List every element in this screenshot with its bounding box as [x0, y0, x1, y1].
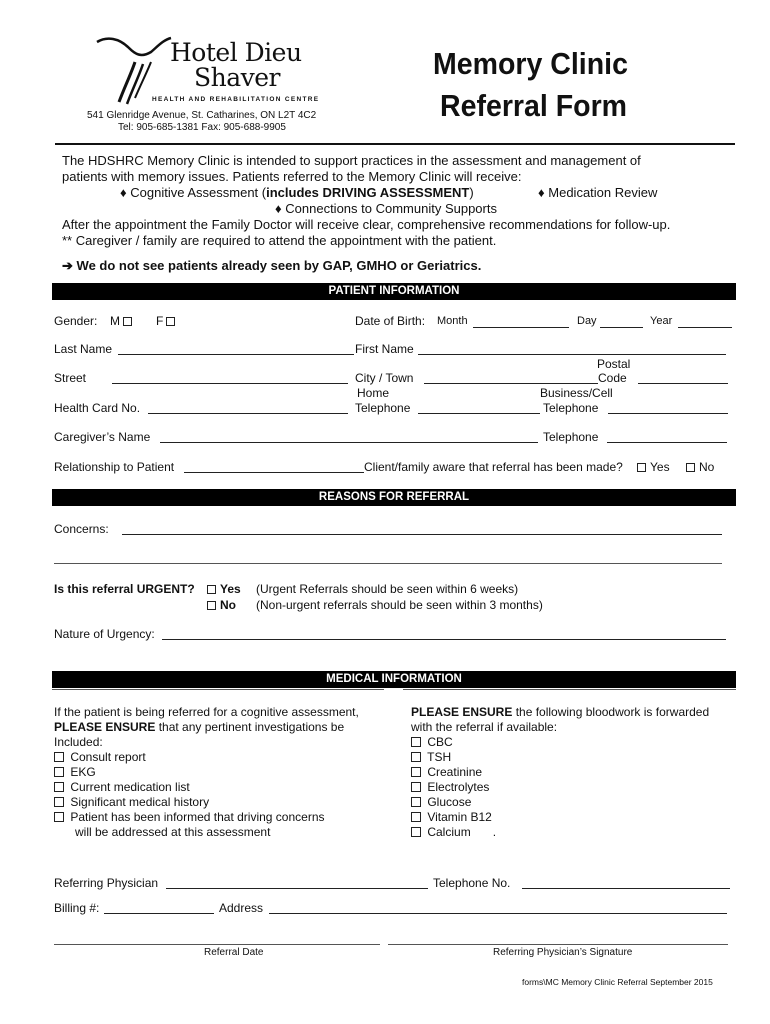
referral-date-field[interactable]	[54, 944, 380, 945]
urgent-yes-option[interactable]	[207, 582, 241, 596]
billing-field[interactable]	[104, 913, 214, 914]
home-phone-label-line2: Telephone	[355, 401, 411, 415]
medical-left-top-rule	[52, 689, 384, 690]
investigation-item[interactable]	[54, 750, 146, 765]
caregiver-phone-field[interactable]	[607, 442, 727, 443]
clinic-phone-fax: Tel: 905-685-1381 Fax: 905-688-9905	[118, 122, 286, 133]
bullet1-pre: Cognitive Assessment (	[130, 185, 267, 200]
bloodwork-label: Electrolytes	[427, 780, 490, 794]
bloodwork-label: Creatinine	[427, 765, 483, 779]
urgent-no-label: No	[220, 598, 236, 612]
bloodwork-item[interactable]	[411, 780, 489, 795]
header-divider	[55, 143, 735, 145]
medical-right-line2: with the referral if available:	[411, 720, 558, 734]
medical-right-top-rule	[403, 689, 736, 690]
physician-address-label: Address	[219, 901, 264, 915]
client-aware-no-option[interactable]	[686, 460, 714, 474]
concerns-field-line2[interactable]	[54, 563, 722, 564]
bullet2-text: Medication Review	[548, 185, 658, 200]
gender-label: Gender:	[54, 314, 98, 328]
logo-name-line2: Shaver	[194, 63, 281, 92]
investigation-checkbox[interactable]	[54, 752, 64, 762]
gender-female-checkbox[interactable]	[166, 317, 175, 326]
diamond-bullet-icon: ♦	[538, 185, 545, 200]
dob-label: Date of Birth:	[355, 314, 426, 328]
investigation-label: Current medication list	[70, 780, 190, 794]
reasons-for-referral-header: REASONS FOR REFERRAL	[52, 489, 736, 506]
client-aware-no-label: No	[699, 460, 715, 474]
nature-of-urgency-label: Nature of Urgency:	[54, 627, 155, 641]
billing-label: Billing #:	[54, 901, 100, 915]
patient-information-header: PATIENT INFORMATION	[52, 283, 736, 300]
service-cognitive-assessment	[120, 185, 474, 200]
gender-male-option[interactable]	[110, 314, 132, 328]
business-phone-label-line2: Telephone	[543, 401, 599, 415]
concerns-field-line1[interactable]	[122, 534, 722, 535]
bloodwork-item[interactable]	[411, 765, 482, 780]
form-identifier: forms\MC Memory Clinic Referral September 2015	[522, 977, 713, 987]
investigation-label: EKG	[70, 765, 96, 779]
dob-day-field[interactable]	[600, 327, 643, 328]
relationship-label: Relationship to Patient	[54, 460, 175, 474]
intro-line1: The HDSHRC Memory Clinic is intended to support practices in the assessment and management of	[62, 153, 641, 168]
investigation-item[interactable]	[54, 780, 190, 795]
dob-month-label: Month	[437, 315, 468, 327]
city-label: City / Town	[355, 371, 414, 385]
service-community-supports	[275, 201, 497, 216]
business-phone-field[interactable]	[608, 413, 728, 414]
investigation-item-continuation: will be addressed at this assessment	[75, 825, 271, 839]
first-name-field[interactable]	[418, 354, 726, 355]
bloodwork-checkbox[interactable]	[411, 752, 421, 762]
investigation-label: Significant medical history	[70, 795, 210, 809]
form-title-line2: Referral Form	[440, 88, 628, 123]
urgent-no-option[interactable]	[207, 598, 236, 612]
right-please-ensure: PLEASE ENSURE	[411, 705, 513, 719]
bloodwork-item[interactable]	[411, 810, 492, 825]
street-label: Street	[54, 371, 87, 385]
client-aware-label: Client/family aware that referral has been made?	[364, 460, 623, 474]
calcium-trailing-dot: .	[492, 825, 497, 839]
physician-address-field[interactable]	[269, 913, 727, 914]
dob-year-field[interactable]	[678, 327, 732, 328]
gender-male-checkbox[interactable]	[123, 317, 132, 326]
diamond-bullet-icon: ♦	[275, 201, 282, 216]
physician-signature-field[interactable]	[388, 944, 728, 945]
investigation-label: Consult report	[70, 750, 146, 764]
bloodwork-checkbox[interactable]	[411, 767, 421, 777]
home-phone-label-line1: Home	[357, 386, 390, 400]
left-line2-rest: that any pertinent investigations be	[155, 720, 345, 734]
bloodwork-label: CBC	[427, 735, 453, 749]
referring-physician-field[interactable]	[166, 888, 428, 889]
investigation-label: Patient has been informed that driving concerns	[70, 810, 325, 824]
clinic-address: 541 Glenridge Avenue, St. Catharines, ON L2T 4C2	[87, 110, 317, 121]
client-aware-yes-option[interactable]	[637, 460, 670, 474]
postal-code-field[interactable]	[638, 383, 728, 384]
urgent-no-checkbox[interactable]	[207, 601, 216, 610]
physician-phone-field[interactable]	[522, 888, 730, 889]
medical-information-header: MEDICAL INFORMATION	[52, 671, 736, 688]
gender-male-label: M	[110, 314, 120, 328]
dob-month-field[interactable]	[473, 327, 569, 328]
urgent-question: Is this referral URGENT?	[54, 582, 195, 596]
exclusion-notice-text: We do not see patients already seen by GAP, GMHO or Geriatrics.	[76, 258, 482, 273]
street-field[interactable]	[112, 383, 348, 384]
medical-left-line2	[54, 720, 344, 734]
last-name-field[interactable]	[118, 354, 354, 355]
city-field[interactable]	[424, 383, 598, 384]
postal-label-line2: Code	[598, 371, 627, 385]
bloodwork-checkbox[interactable]	[411, 827, 421, 837]
caregiver-name-field[interactable]	[160, 442, 538, 443]
home-phone-field[interactable]	[418, 413, 540, 414]
bloodwork-item[interactable]	[411, 825, 496, 840]
intro-line2: patients with memory issues. Patients referred to the Memory Clinic will receive:	[62, 169, 522, 184]
investigation-checkbox[interactable]	[54, 767, 64, 777]
caregiver-name-label: Caregiver’s Name	[54, 430, 151, 444]
investigation-item[interactable]	[54, 795, 209, 810]
form-title-line1: Memory Clinic	[433, 46, 628, 81]
exclusion-notice	[62, 258, 481, 274]
first-name-label: First Name	[355, 342, 414, 356]
bloodwork-item[interactable]	[411, 795, 471, 810]
physician-phone-label: Telephone No.	[433, 876, 511, 890]
arrow-right-icon: ➔	[62, 258, 73, 273]
business-phone-label-line1: Business/Cell	[540, 386, 613, 400]
health-card-field[interactable]	[148, 413, 348, 414]
urgent-yes-label: Yes	[220, 582, 241, 596]
client-aware-yes-label: Yes	[650, 460, 670, 474]
service-medication-review	[538, 185, 657, 200]
logo-tagline: HEALTH AND REHABILITATION CENTRE	[152, 96, 320, 103]
intro-line3: After the appointment the Family Doctor will receive clear, comprehensive recommendations for follow-up.	[62, 217, 671, 232]
bloodwork-label: Vitamin B12	[427, 810, 492, 824]
gender-female-option[interactable]	[156, 314, 175, 328]
bloodwork-label: Glucose	[427, 795, 472, 809]
medical-left-line3: Included:	[54, 735, 103, 749]
bloodwork-checkbox[interactable]	[411, 737, 421, 747]
dob-day-label: Day	[577, 315, 597, 327]
medical-right-line1	[411, 705, 709, 719]
nature-of-urgency-field[interactable]	[162, 639, 726, 640]
referral-date-caption: Referral Date	[204, 947, 264, 958]
bloodwork-item[interactable]	[411, 750, 451, 765]
bloodwork-item[interactable]	[411, 735, 453, 750]
urgent-yes-checkbox[interactable]	[207, 585, 216, 594]
diamond-bullet-icon: ♦	[120, 185, 127, 200]
medical-left-line1: If the patient is being referred for a cognitive assessment,	[54, 705, 359, 719]
investigation-item[interactable]	[54, 765, 96, 780]
logo-name-line1: Hotel Dieu	[170, 38, 302, 67]
gender-female-label: F	[156, 314, 164, 328]
investigation-checkbox[interactable]	[54, 782, 64, 792]
concerns-label: Concerns:	[54, 522, 109, 536]
investigation-checkbox[interactable]	[54, 797, 64, 807]
last-name-label: Last Name	[54, 342, 113, 356]
left-please-ensure: PLEASE ENSURE	[54, 720, 156, 734]
postal-label-line1: Postal	[597, 357, 631, 371]
bloodwork-checkbox[interactable]	[411, 797, 421, 807]
dob-year-label: Year	[650, 315, 673, 327]
bloodwork-checkbox[interactable]	[411, 812, 421, 822]
health-card-label: Health Card No.	[54, 401, 141, 415]
bullet3-text: Connections to Community Supports	[285, 201, 497, 216]
intro-line4: ** Caregiver / family are required to attend the appointment with the patient.	[62, 233, 497, 248]
investigation-checkbox[interactable]	[54, 812, 64, 822]
right-line1-rest: the following bloodwork is forwarded	[512, 705, 710, 719]
urgent-yes-note: (Urgent Referrals should be seen within 6 weeks)	[256, 582, 519, 596]
urgent-no-note: (Non-urgent referrals should be seen within 3 months)	[256, 598, 543, 612]
referring-physician-label: Referring Physician	[54, 876, 159, 890]
bullet1-bold: includes DRIVING ASSESSMENT	[266, 185, 470, 200]
bloodwork-label: TSH	[427, 750, 452, 764]
relationship-field[interactable]	[184, 472, 364, 473]
client-aware-yes-checkbox[interactable]	[637, 463, 646, 472]
bloodwork-checkbox[interactable]	[411, 782, 421, 792]
signature-caption: Referring Physician’s Signature	[493, 947, 633, 958]
caregiver-phone-label: Telephone	[543, 430, 599, 444]
client-aware-no-checkbox[interactable]	[686, 463, 695, 472]
investigation-item[interactable]	[54, 810, 325, 825]
bloodwork-label: Calcium	[427, 825, 471, 839]
bullet1-post: )	[469, 185, 474, 200]
